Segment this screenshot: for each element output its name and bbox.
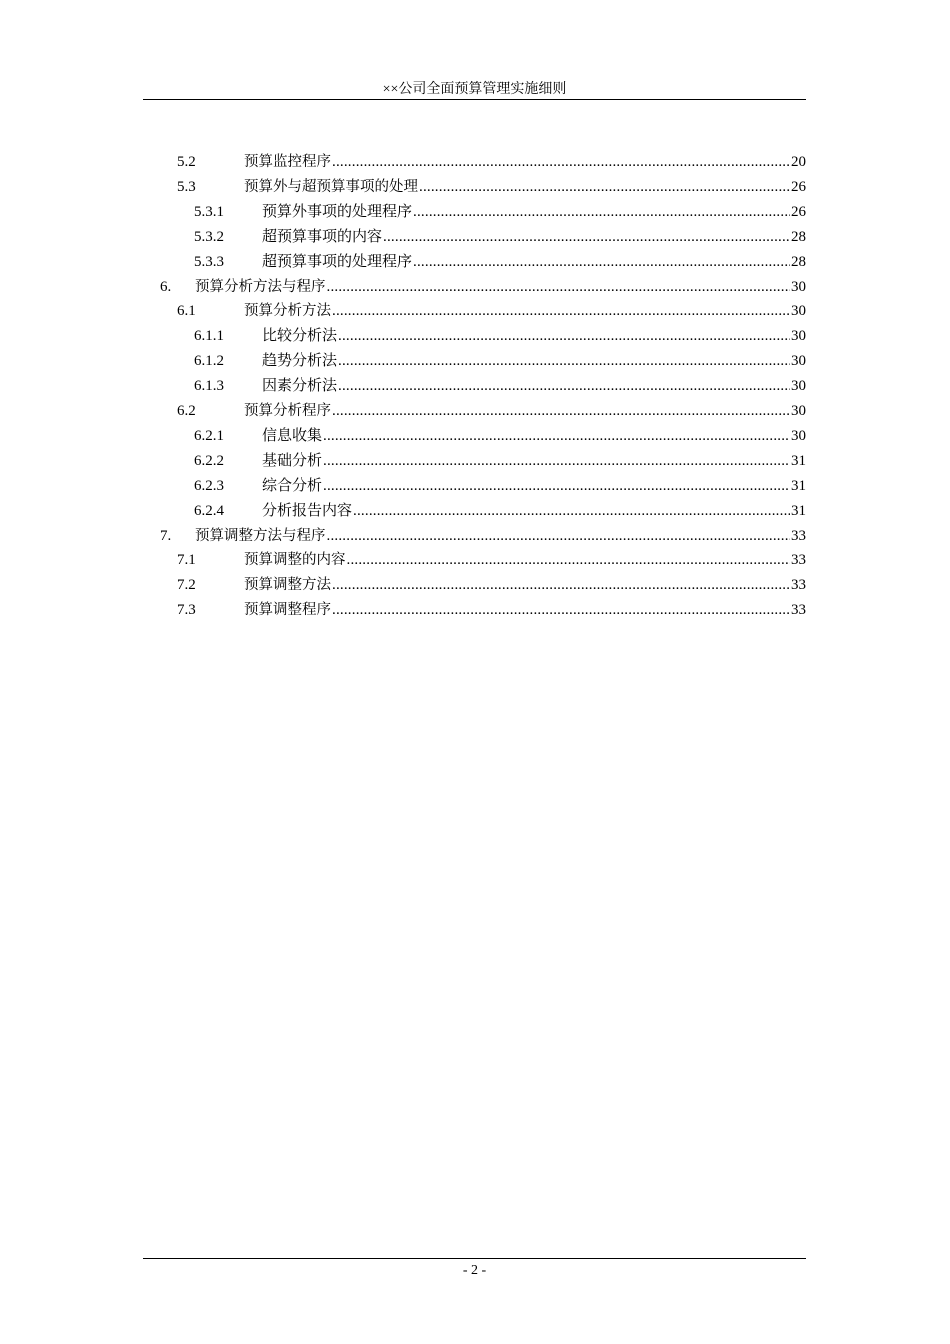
- page-number: - 2 -: [462, 1263, 487, 1278]
- toc-entry-title: 比较分析法: [262, 328, 338, 345]
- toc-entry[interactable]: [194, 422, 806, 447]
- toc-entry[interactable]: [177, 173, 806, 198]
- toc-dot-leader: [332, 151, 790, 173]
- toc-entry-number: 6.1: [177, 303, 196, 320]
- toc-entry-number: 5.2: [177, 154, 196, 170]
- toc-entry-title: 基础分析: [262, 452, 323, 469]
- toc-entry[interactable]: [194, 198, 806, 223]
- toc-entry-page: 31: [791, 502, 806, 519]
- toc-entry[interactable]: [177, 596, 806, 621]
- toc-entry-title: 预算分析程序: [244, 403, 331, 419]
- toc-dot-leader: [413, 201, 790, 223]
- toc-entry-number: 7.3: [177, 602, 196, 619]
- toc-entry-page: 30: [791, 328, 806, 345]
- toc-dot-leader: [323, 475, 790, 497]
- toc-entry-number: 6.1.3: [194, 378, 224, 395]
- toc-dot-leader: [338, 375, 790, 397]
- toc-entry-page: 30: [791, 403, 806, 419]
- toc-entry-title: 预算调整程序: [244, 602, 331, 619]
- toc-entry-title: 预算外事项的处理程序: [262, 203, 413, 220]
- toc-entry-number: 5.3: [177, 178, 196, 195]
- toc-entry[interactable]: [194, 223, 806, 248]
- toc-entry-number: 6.2.1: [194, 427, 224, 444]
- toc-dot-leader: [332, 574, 790, 596]
- toc-dot-leader: [327, 525, 791, 547]
- toc-entry-page: 30: [791, 278, 806, 295]
- toc-entry[interactable]: [160, 522, 806, 547]
- toc-entry-title: 预算调整方法: [244, 577, 331, 594]
- toc-entry-page: 26: [791, 178, 806, 195]
- toc-dot-leader: [338, 350, 790, 372]
- toc-entry[interactable]: [177, 397, 806, 422]
- toc-entry-page: 31: [791, 477, 806, 494]
- toc-entry-number: 6.2.4: [194, 502, 224, 519]
- toc-entry-title: 因素分析法: [262, 378, 338, 395]
- toc-dot-leader: [323, 425, 790, 447]
- header-divider: [143, 99, 806, 100]
- toc-entry-title: 预算调整方法与程序: [195, 527, 326, 544]
- toc-dot-leader: [413, 251, 790, 273]
- toc-entry-title: 超预算事项的内容: [262, 228, 383, 245]
- toc-entry-page: 33: [791, 552, 806, 569]
- toc-entry-title: 分析报告内容: [262, 502, 353, 519]
- toc-entry[interactable]: [194, 447, 806, 472]
- toc-entry-page: 31: [791, 452, 806, 469]
- toc-entry-page: 30: [791, 303, 806, 320]
- toc-entry-title: 信息收集: [262, 427, 323, 444]
- toc-dot-leader: [323, 450, 790, 472]
- toc-dot-leader: [327, 276, 791, 298]
- toc-entry-title: 预算分析方法: [244, 303, 331, 320]
- toc-entry[interactable]: [177, 297, 806, 322]
- toc-entry-page: 26: [791, 203, 806, 220]
- toc-entry-page: 30: [791, 378, 806, 395]
- toc-entry-title: 预算分析方法与程序: [195, 278, 326, 295]
- toc-entry-number: 6.2: [177, 403, 196, 419]
- toc-entry-page: 28: [791, 253, 806, 270]
- toc-entry-title: 超预算事项的处理程序: [262, 253, 413, 270]
- toc-entry-page: 20: [791, 154, 806, 170]
- toc-entry-number: 6.: [160, 278, 172, 295]
- toc-dot-leader: [347, 549, 791, 571]
- toc-dot-leader: [383, 226, 790, 248]
- toc-dot-leader: [419, 176, 790, 198]
- toc-entry-title: 预算监控程序: [244, 154, 331, 170]
- toc-entry-number: 5.3.2: [194, 228, 224, 245]
- toc-entry-number: 5.3.1: [194, 203, 224, 220]
- toc-entry-page: 33: [791, 527, 806, 544]
- toc-entry[interactable]: [177, 546, 806, 571]
- toc-entry-title: 趋势分析法: [262, 353, 338, 370]
- footer-divider: [143, 1258, 806, 1259]
- toc-entry-number: 6.2.3: [194, 477, 224, 494]
- toc-dot-leader: [332, 599, 790, 621]
- toc-entry-page: 28: [791, 228, 806, 245]
- toc-entry-page: 33: [791, 577, 806, 594]
- toc-entry-number: 5.3.3: [194, 253, 224, 270]
- toc-entry[interactable]: [194, 372, 806, 397]
- toc-entry-title: 预算调整的内容: [244, 552, 346, 569]
- toc-entry-page: 30: [791, 427, 806, 444]
- toc-entry[interactable]: [160, 273, 806, 298]
- toc-dot-leader: [332, 300, 790, 322]
- toc-entry-title: 预算外与超预算事项的处理: [244, 178, 418, 195]
- toc-entry-title: 综合分析: [262, 477, 323, 494]
- toc-entry[interactable]: [194, 472, 806, 497]
- toc-dot-leader: [332, 400, 790, 422]
- toc-entry[interactable]: [177, 571, 806, 596]
- toc-entry[interactable]: [194, 322, 806, 347]
- toc-entry-page: 30: [791, 353, 806, 370]
- toc-entry[interactable]: [194, 497, 806, 522]
- toc-entry-number: 7.2: [177, 577, 196, 594]
- toc-dot-leader: [353, 500, 790, 522]
- toc-dot-leader: [338, 325, 790, 347]
- toc-entry[interactable]: [177, 148, 806, 173]
- toc-entry-number: 6.2.2: [194, 452, 224, 469]
- toc-entry-number: 7.: [160, 527, 172, 544]
- toc-entry[interactable]: [194, 347, 806, 372]
- toc-entry-number: 6.1.2: [194, 353, 224, 370]
- toc-entry-number: 7.1: [177, 552, 196, 569]
- toc-entry[interactable]: [194, 248, 806, 273]
- toc-entry-number: 6.1.1: [194, 328, 224, 345]
- toc-entry-page: 33: [791, 602, 806, 619]
- page-header-title: ××公司全面预算管理实施细则: [382, 82, 567, 97]
